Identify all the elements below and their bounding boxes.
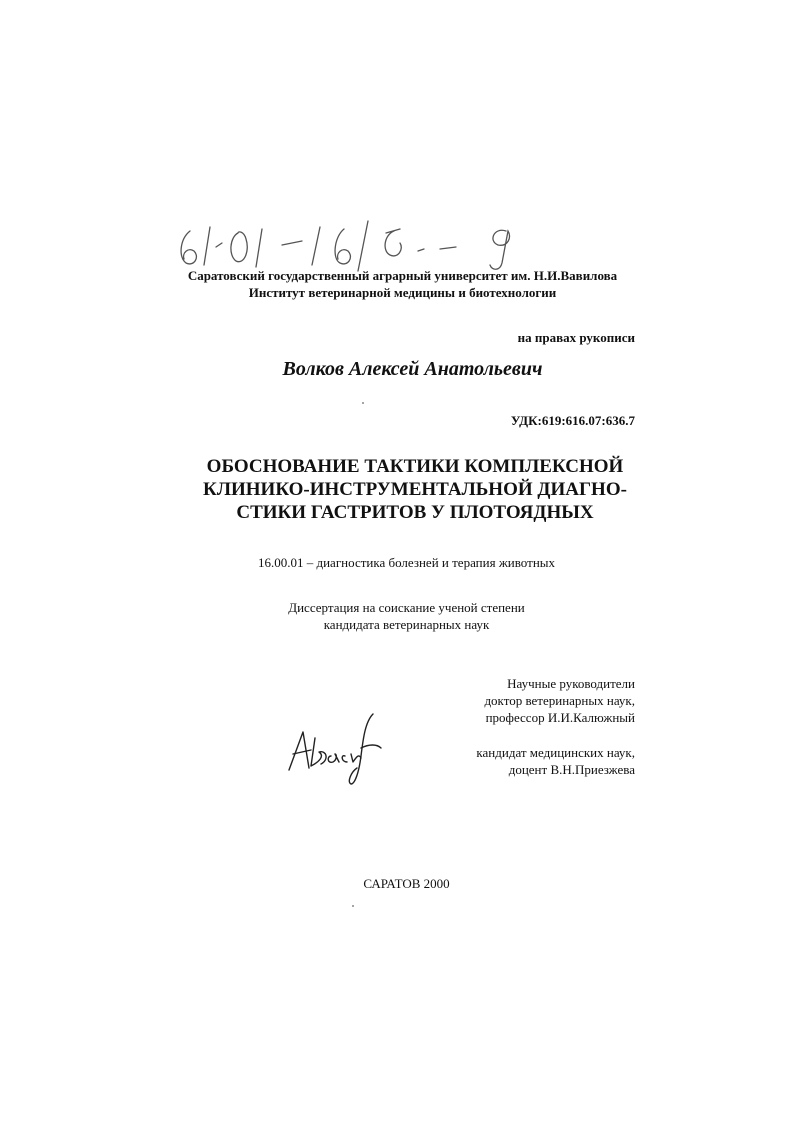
title-line: ОБОСНОВАНИЕ ТАКТИКИ КОМПЛЕКСНОЙ — [206, 456, 624, 477]
title-line: СТИКИ ГАСТРИТОВ У ПЛОТОЯДНЫХ — [236, 502, 594, 523]
degree-statement — [0, 599, 795, 633]
institute-name: Институт ветеринарной медицины и биотехнологии — [248, 285, 557, 300]
university-name: Саратовский государственный аграрный университет им. Н.И.Вавилова — [187, 268, 618, 283]
supervisor-1-name: профессор И.И.Калюжный — [485, 710, 635, 725]
manuscript-note: на правах рукописи — [517, 330, 635, 345]
author-name: Волков Алексей Анатольевич — [282, 358, 543, 380]
city-and-year: САРАТОВ 2000 — [363, 876, 450, 891]
supervisor-2-degree: кандидат медицинских наук, — [476, 745, 635, 760]
degree-line: кандидата ветеринарных наук — [323, 617, 490, 632]
scan-speck — [352, 905, 354, 907]
title-line: КЛИНИКО-ИНСТРУМЕНТАЛЬНОЙ ДИАГНО- — [203, 479, 627, 500]
scan-speck — [362, 402, 364, 404]
supervisor-1-degree: доктор ветеринарных наук, — [484, 693, 635, 708]
supervisors-block — [476, 675, 635, 778]
handwritten-registration-number — [172, 213, 537, 275]
author-signature — [285, 710, 385, 792]
university-block — [180, 267, 625, 301]
degree-line: Диссертация на соискание ученой степени — [288, 600, 525, 615]
udk-code: УДК:619:616.07:636.7 — [510, 413, 635, 428]
specialty-code: 16.00.01 – диагностика болезней и терапия животных — [257, 555, 556, 570]
dissertation-title — [150, 455, 680, 524]
supervisors-heading: Научные руководители — [507, 676, 635, 691]
supervisor-2-name: доцент В.Н.Приезжева — [508, 762, 635, 777]
